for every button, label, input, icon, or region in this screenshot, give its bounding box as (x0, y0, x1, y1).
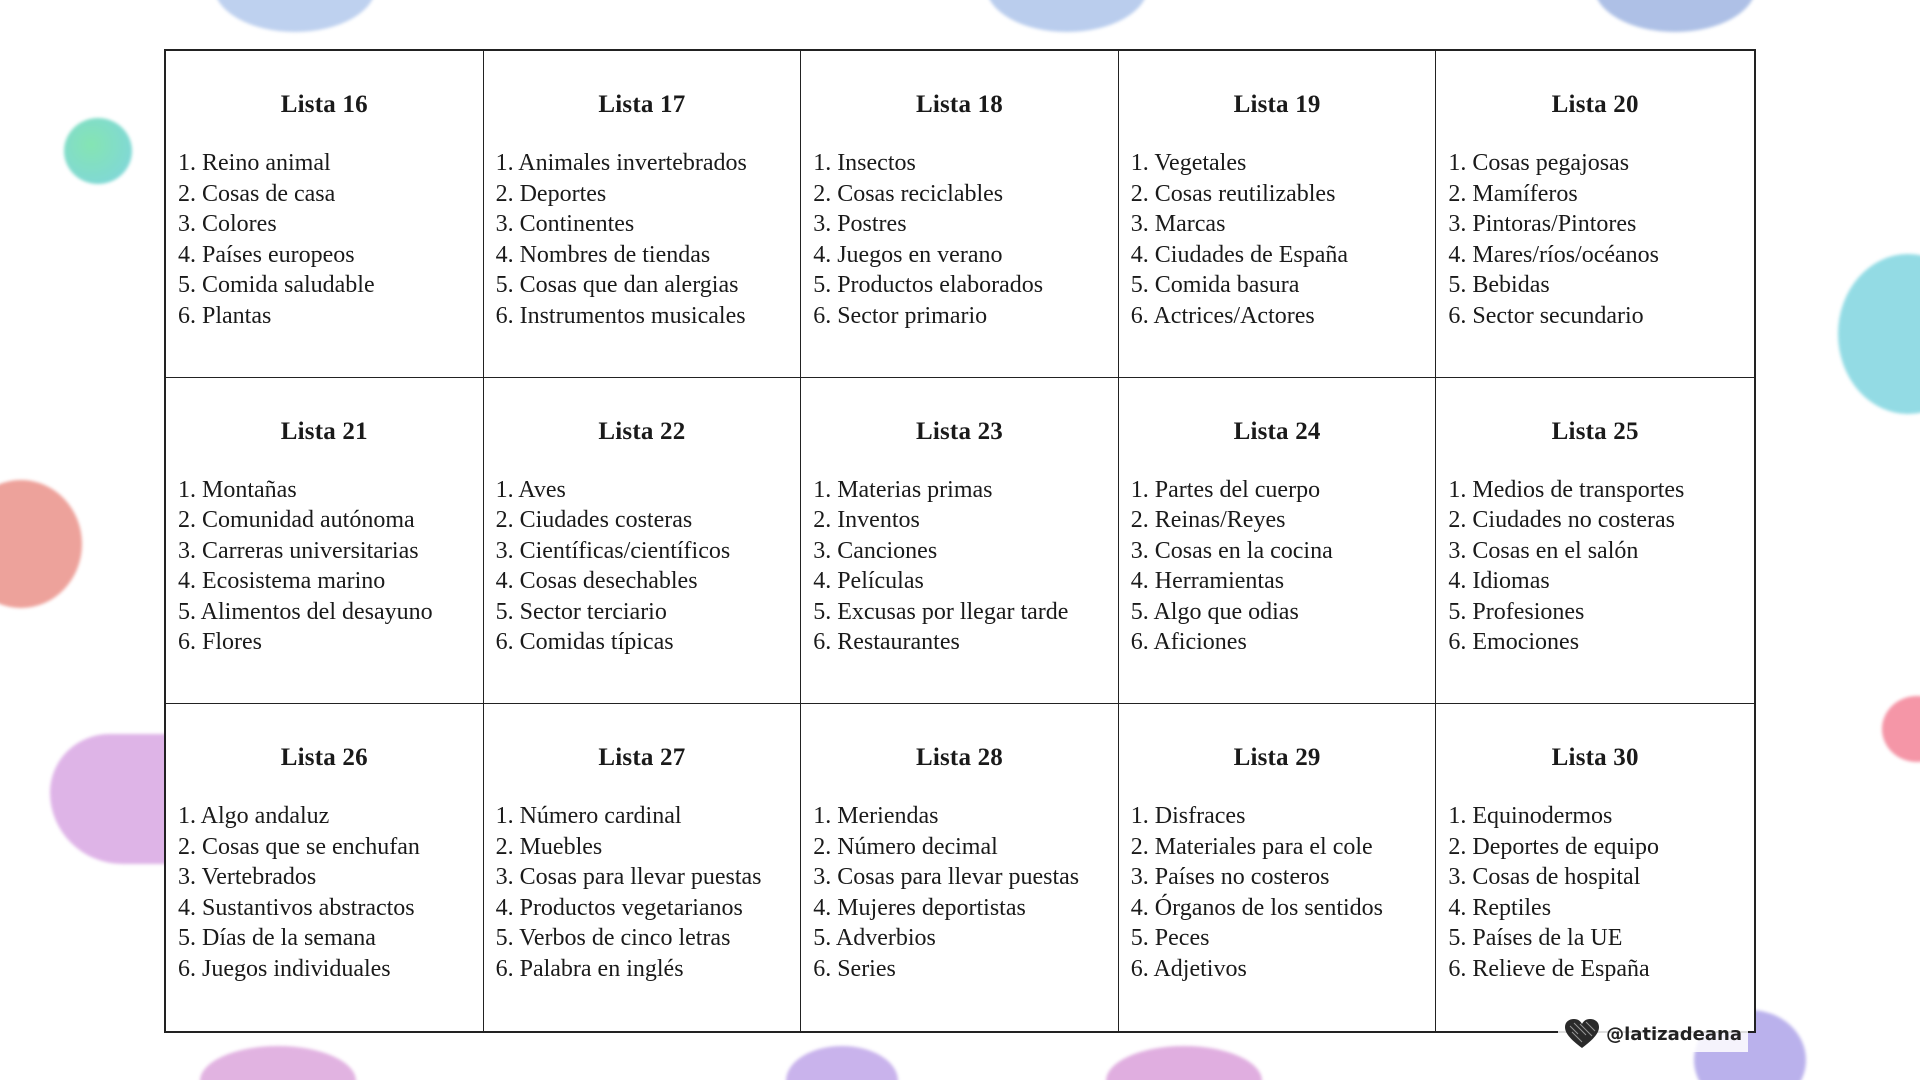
list-item: 2. Mamíferos (1448, 180, 1578, 207)
list-items (813, 475, 1118, 658)
list-title: Lista 23 (915, 417, 1003, 445)
list-item: 1. Cosas pegajosas (1448, 150, 1630, 176)
list-item: 3. Cosas para llevar puestas (813, 864, 1080, 891)
list-items (496, 148, 801, 331)
list-item: 6. Sector primario (813, 302, 988, 329)
list-item: 6. Comidas típicas (495, 629, 674, 656)
list-item: 1. Disfraces (1130, 803, 1246, 830)
list-item: 4. Reptiles (1448, 894, 1552, 921)
list-items (1448, 475, 1754, 658)
list-item: 6. Adjetivos (1130, 955, 1247, 982)
watercolor-blob-teal (1838, 254, 1920, 414)
list-item: 4. Juegos en verano (813, 241, 1003, 268)
list-card (484, 704, 802, 1031)
watercolor-blob-blue-top-center (986, 0, 1148, 32)
list-item: 2. Ciudades costeras (495, 507, 693, 534)
list-title: Lista 30 (1551, 744, 1639, 772)
list-item: 5. Bebidas (1448, 272, 1550, 298)
author-handle: @latizadeana (1606, 1023, 1742, 1045)
list-item: 3. Postres (813, 211, 907, 237)
list-title: Lista 22 (598, 417, 686, 445)
list-title: Lista 29 (1233, 744, 1321, 772)
list-title: Lista 21 (280, 417, 368, 445)
list-item: 6. Actrices/Actores (1130, 302, 1315, 329)
list-title: Lista 27 (598, 744, 686, 772)
watercolor-blob-pink-bottom-center (1106, 1046, 1262, 1080)
list-item: 3. Cosas para llevar puestas (495, 864, 762, 891)
list-item: 2. Cosas reciclables (813, 180, 1004, 207)
list-item: 4. Sustantivos abstractos (178, 894, 415, 921)
list-item: 1. Materias primas (813, 476, 993, 503)
list-item: 1. Montañas (178, 476, 297, 503)
list-item: 5. Excusas por llegar tarde (813, 598, 1069, 625)
list-item: 6. Restaurantes (813, 629, 960, 656)
list-item: 3. Pintoras/Pintores (1448, 211, 1637, 237)
list-item: 4. Cosas desechables (495, 568, 698, 595)
list-item: 2. Cosas que se enchufan (178, 833, 420, 860)
list-item: 2. Deportes (495, 180, 607, 207)
list-item: 4. Ciudades de España (1130, 241, 1349, 268)
list-items (496, 801, 801, 984)
list-item: 2. Deportes de equipo (1448, 833, 1659, 860)
list-items (178, 475, 483, 658)
list-item: 4. Idiomas (1448, 568, 1550, 595)
list-item: 6. Palabra en inglés (495, 955, 684, 982)
list-title: Lista 17 (598, 91, 686, 118)
list-item: 3. Carreras universitarias (178, 537, 419, 564)
list-item: 3. Cosas en el salón (1448, 537, 1639, 564)
list-card (801, 704, 1119, 1031)
list-item: 3. Canciones (813, 537, 938, 564)
list-item: 3. Marcas (1130, 211, 1226, 237)
list-item: 6. Flores (178, 629, 262, 656)
watercolor-blob-purple-left (50, 734, 182, 864)
list-item: 1. Equinodermos (1448, 803, 1613, 830)
list-item: 1. Número cardinal (495, 803, 682, 830)
list-item: 5. Peces (1130, 925, 1210, 952)
list-item: 1. Reino animal (178, 150, 331, 176)
list-card (1119, 378, 1437, 705)
author-credit (1558, 1016, 1748, 1052)
watercolor-blob-violet-bottom-center (786, 1046, 898, 1080)
list-title: Lista 28 (915, 744, 1003, 772)
list-card (166, 704, 484, 1031)
list-item: 3. Cosas de hospital (1448, 864, 1641, 891)
list-item: 6. Series (813, 955, 896, 982)
list-item: 4. Películas (813, 568, 924, 595)
list-item: 2. Ciudades no costeras (1448, 507, 1676, 534)
list-card (166, 51, 484, 378)
list-item: 5. Adverbios (813, 925, 936, 952)
list-title: Lista 25 (1551, 417, 1639, 445)
list-item: 3. Científicas/científicos (495, 537, 731, 564)
list-item: 1. Insectos (813, 150, 916, 176)
list-items (1131, 801, 1436, 984)
list-card (1119, 51, 1437, 378)
list-item: 1. Algo andaluz (178, 803, 330, 830)
list-item: 2. Materiales para el cole (1130, 833, 1373, 860)
list-card (801, 51, 1119, 378)
list-item: 5. Días de la semana (178, 925, 376, 952)
list-card (1436, 704, 1754, 1031)
list-card (484, 378, 802, 705)
list-item: 3. Cosas en la cocina (1130, 537, 1333, 564)
list-items (813, 148, 1118, 331)
list-card (166, 378, 484, 705)
list-item: 4. Países europeos (178, 241, 355, 268)
list-item: 2. Inventos (813, 507, 920, 534)
list-item: 4. Herramientas (1130, 568, 1285, 595)
watercolor-blob-blue-top-right (1594, 0, 1756, 32)
list-items (1131, 148, 1436, 331)
list-item: 6. Instrumentos musicales (495, 302, 746, 329)
list-item: 3. Colores (178, 211, 277, 237)
list-item: 1. Medios de transportes (1448, 476, 1685, 503)
list-item: 1. Vegetales (1130, 150, 1247, 176)
list-item: 6. Aficiones (1130, 629, 1247, 656)
list-item: 5. Países de la UE (1448, 925, 1623, 952)
list-item: 5. Productos elaborados (813, 272, 1044, 298)
list-card (801, 378, 1119, 705)
list-item: 4. Nombres de tiendas (495, 241, 711, 268)
list-item: 1. Aves (495, 476, 566, 503)
heart-icon (1564, 1018, 1600, 1050)
list-item: 2. Cosas de casa (178, 180, 336, 207)
list-title: Lista 20 (1551, 91, 1639, 118)
list-item: 2. Número decimal (813, 833, 998, 860)
list-card (1436, 51, 1754, 378)
list-card (1119, 704, 1437, 1031)
list-items (178, 148, 483, 331)
lists-grid (164, 49, 1756, 1033)
list-title: Lista 26 (280, 744, 368, 772)
list-item: 4. Ecosistema marino (178, 568, 386, 595)
list-item: 4. Órganos de los sentidos (1130, 894, 1384, 921)
list-title: Lista 19 (1233, 91, 1321, 118)
list-item: 6. Emociones (1448, 629, 1580, 656)
list-title: Lista 24 (1233, 417, 1321, 445)
list-item: 2. Cosas reutilizables (1130, 180, 1336, 207)
list-items (496, 475, 801, 658)
list-item: 4. Mujeres deportistas (813, 894, 1026, 921)
list-item: 4. Productos vegetarianos (495, 894, 743, 921)
list-item: 5. Comida basura (1130, 272, 1300, 298)
list-item: 4. Mares/ríos/océanos (1448, 241, 1659, 268)
watercolor-blob-green (64, 118, 132, 184)
watercolor-blob-blue-top-left (214, 0, 376, 32)
list-item: 1. Partes del cuerpo (1130, 476, 1321, 503)
watercolor-blob-purple-bottom-left (200, 1046, 356, 1080)
list-title: Lista 18 (915, 91, 1003, 118)
list-item: 3. Vertebrados (178, 864, 317, 891)
list-item: 5. Comida saludable (178, 272, 375, 298)
list-item: 2. Muebles (495, 833, 603, 860)
list-item: 1. Animales invertebrados (495, 150, 747, 176)
list-item: 2. Comunidad autónoma (178, 507, 415, 534)
list-item: 3. Continentes (495, 211, 635, 237)
list-item: 2. Reinas/Reyes (1130, 507, 1286, 534)
list-items (813, 801, 1118, 984)
list-items (1448, 148, 1754, 331)
list-item: 5. Verbos de cinco letras (495, 925, 731, 952)
list-items (1131, 475, 1436, 658)
watercolor-blob-pink (1882, 696, 1920, 762)
list-item: 6. Relieve de España (1448, 955, 1650, 982)
list-item: 6. Sector secundario (1448, 302, 1644, 329)
list-item: 5. Alimentos del desayuno (178, 598, 433, 625)
list-item: 5. Algo que odias (1130, 598, 1299, 625)
list-items (178, 801, 483, 984)
list-item: 1. Meriendas (813, 803, 939, 830)
list-items (1448, 801, 1754, 984)
list-item: 5. Sector terciario (495, 598, 667, 625)
list-item: 6. Juegos individuales (178, 955, 391, 982)
list-item: 5. Cosas que dan alergias (495, 272, 739, 298)
list-title: Lista 16 (280, 91, 368, 118)
list-item: 5. Profesiones (1448, 598, 1585, 625)
watercolor-blob-red (0, 480, 82, 608)
list-item: 6. Plantas (178, 302, 272, 329)
list-card (1436, 378, 1754, 705)
list-card (484, 51, 802, 378)
list-item: 3. Países no costeros (1130, 864, 1330, 891)
